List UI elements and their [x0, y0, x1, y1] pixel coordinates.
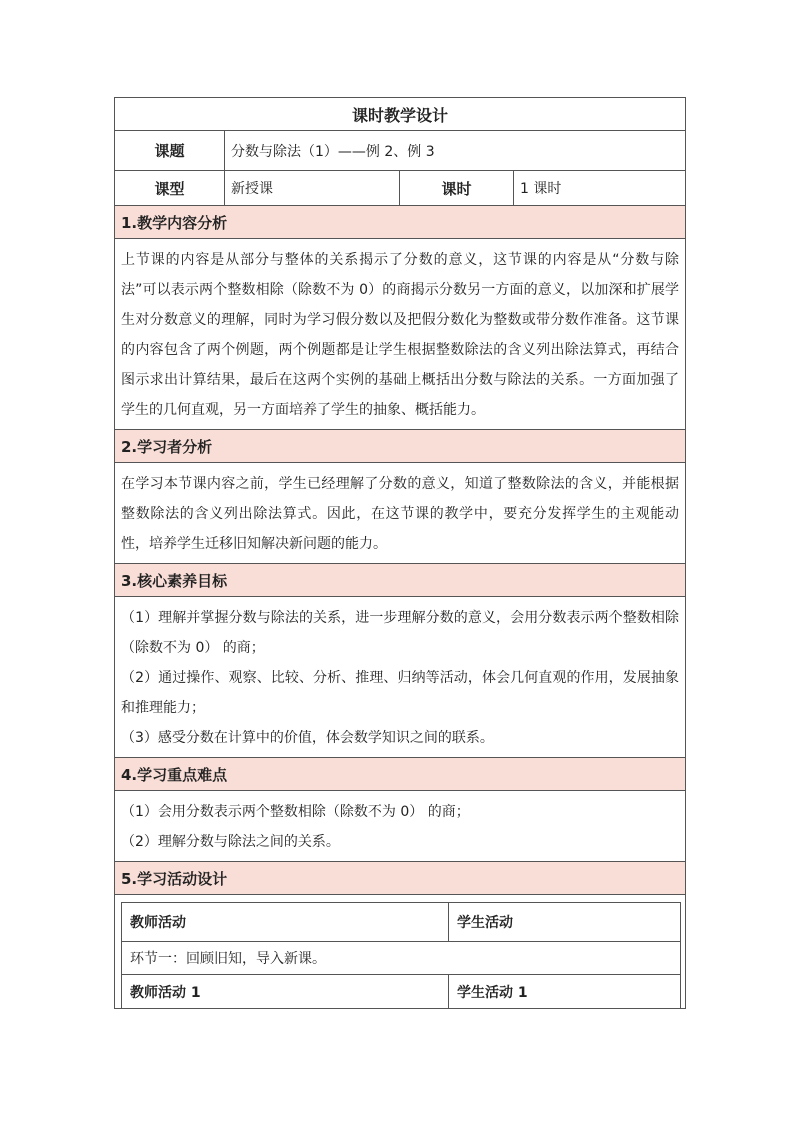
key-point-item-1: （1）会用分数表示两个整数相除（除数不为 0） 的商；	[121, 804, 470, 820]
activity-design-area	[115, 895, 685, 1008]
objective-item-3: （3）感受分数在计算中的价值，体会数学知识之间的联系。	[121, 730, 494, 746]
topic-label: 课题	[115, 131, 225, 170]
section-1-title: 1.教学内容分析	[115, 206, 685, 239]
hours-label: 课时	[400, 171, 514, 205]
activity-header-row	[122, 903, 680, 942]
objective-item-2: （2）通过操作、观察、比较、分析、推理、归纳等活动，体会几何直观的作用，发展抽象和推理能力；	[121, 670, 679, 716]
section-2-body	[115, 463, 685, 564]
topic-row	[115, 131, 685, 171]
type-label: 课型	[115, 171, 225, 205]
doc-title: 课时教学设计	[115, 98, 685, 131]
topic-value: 分数与除法（1）——例 2、例 3	[231, 143, 435, 160]
activity-sub-row	[122, 975, 680, 1008]
key-point-item-2: （2）理解分数与除法之间的关系。	[121, 834, 340, 850]
section-4-body	[115, 791, 685, 862]
type-row	[115, 171, 685, 206]
lesson-design-table	[114, 97, 686, 1009]
type-value: 新授课	[225, 171, 400, 205]
section-5-title: 5.学习活动设计	[115, 862, 685, 895]
section-3-body	[115, 597, 685, 758]
hours-value: 1 课时	[520, 181, 562, 197]
student-activity-1: 学生活动 1	[457, 984, 528, 1001]
activity-step-1: 环节一：回顾旧知，导入新课。	[122, 942, 680, 975]
section-2-text: 在学习本节课内容之前，学生已经理解了分数的意义，知道了整数除法的含义，并能根据整数除法的含义列出除法算式。因此，在这节课的教学中，要充分发挥学生的主观能动性，培养学生迁移旧知解决新问题的能力。	[121, 476, 679, 552]
section-2-title: 2.学习者分析	[115, 430, 685, 463]
teacher-activity-header: 教师活动	[122, 903, 449, 941]
section-1-text: 上节课的内容是从部分与整体的关系揭示了分数的意义，这节课的内容是从“分数与除法”可以表示两个整数相除（除数不为 0）的商揭示分数另一方面的意义，以加深和扩展学生对分数意义的理解，同时为学习假分数以及把假分数化为整数或带分数作准备。这节课的内容包含了两个例题，两个例题都是让学生根据整数除法的含义列出除法算式，再结合图示求出计算结果，最后在这两个实例的基础上概括出分数与除法的关系。一方面加强了学生的几何直观，另一方面培养了学生的抽象、概括能力。	[121, 252, 679, 418]
teacher-activity-1: 教师活动 1	[122, 975, 449, 1008]
activity-table	[121, 902, 681, 1009]
section-1-body	[115, 239, 685, 430]
objective-item-1: （1）理解并掌握分数与除法的关系，进一步理解分数的意义，会用分数表示两个整数相除（除数不为 0） 的商；	[121, 610, 679, 656]
section-4-title: 4.学习重点难点	[115, 758, 685, 791]
student-activity-header: 学生活动	[457, 915, 513, 931]
section-3-title: 3.核心素养目标	[115, 564, 685, 597]
